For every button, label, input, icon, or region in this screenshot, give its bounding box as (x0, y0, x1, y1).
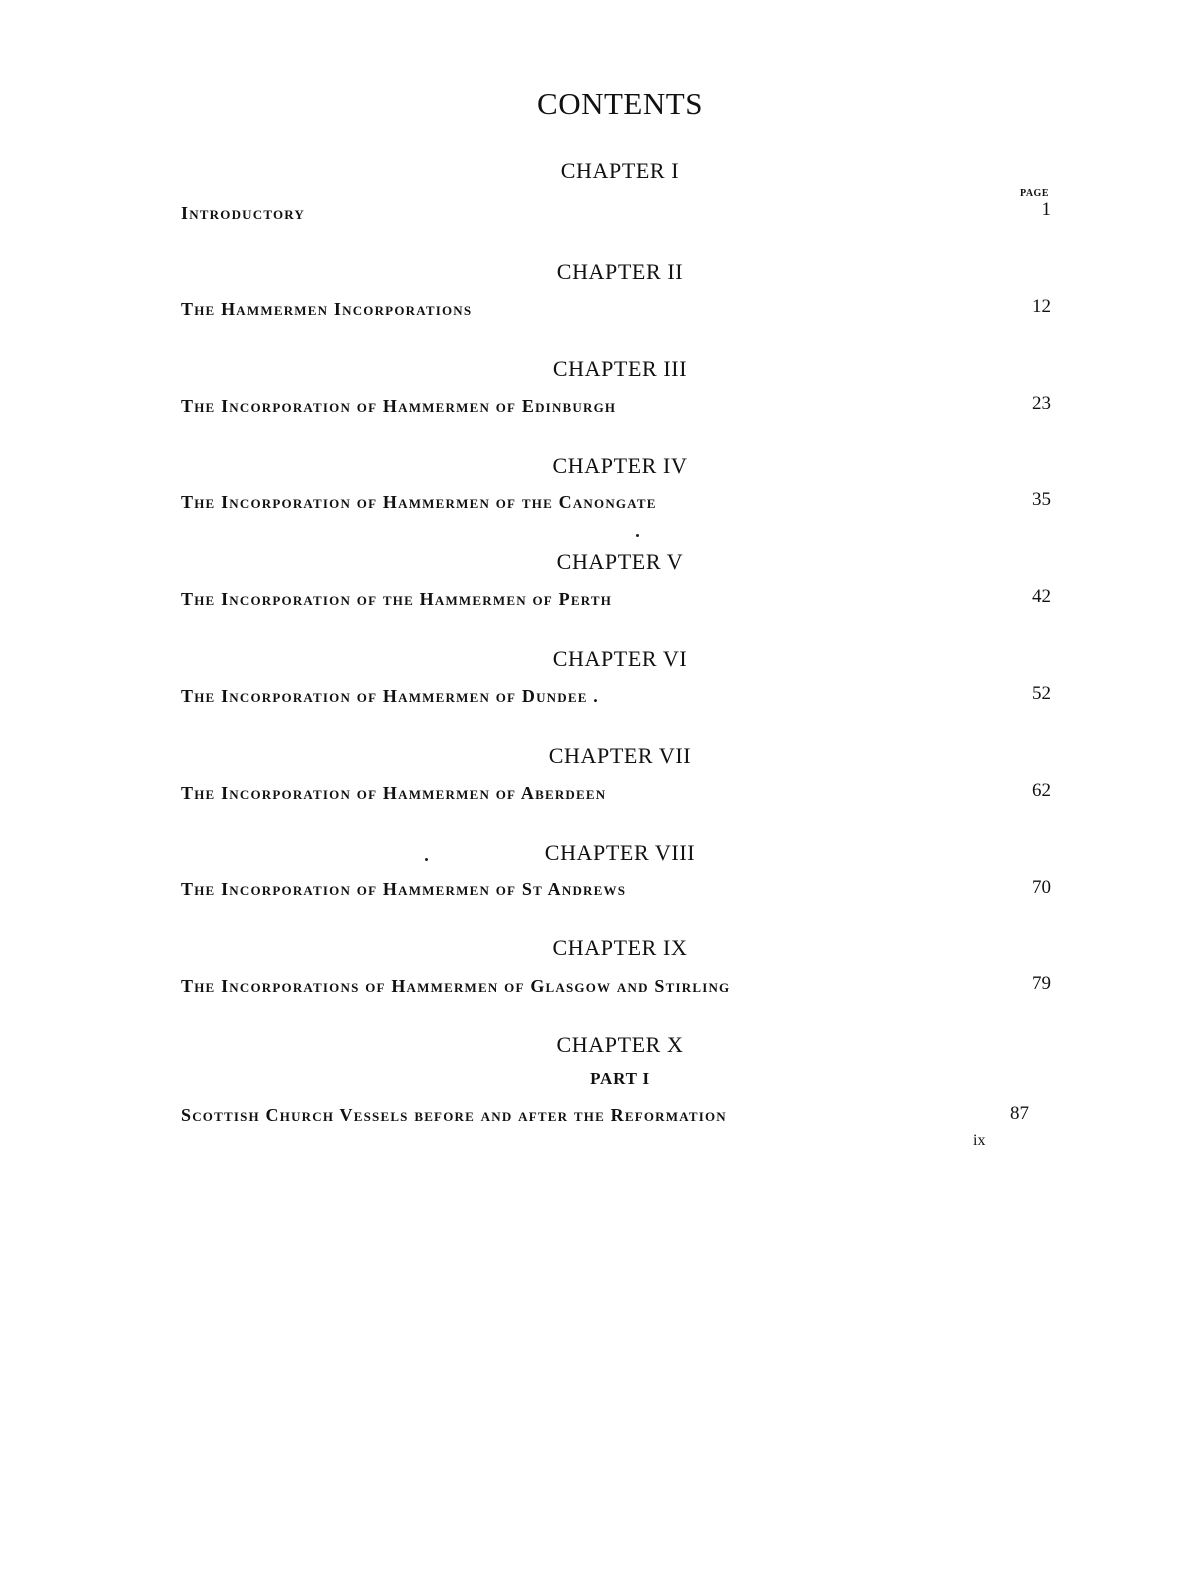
toc-entry-title: The Incorporation of Hammermen of the Canongate (181, 492, 657, 512)
chapter-heading: CHAPTER VIII (544, 840, 696, 865)
toc-entry-title: The Incorporation of Hammermen of Dundee . (181, 686, 599, 706)
toc-entry-title: Introductory (181, 203, 305, 223)
page-column-label: PAGE (1019, 188, 1049, 199)
toc-entry-page: 1 (1041, 199, 1051, 220)
toc-entry-page: 79 (1032, 973, 1051, 994)
toc-entry-page: 52 (1032, 683, 1051, 704)
chapter-heading: CHAPTER VI (552, 646, 688, 671)
part-heading: PART I (590, 1069, 650, 1088)
folio-number: ix (973, 1132, 986, 1149)
chapter-heading: CHAPTER IX (552, 935, 688, 960)
toc-entry-title: Scottish Church Vessels before and after the Reformation (181, 1105, 727, 1125)
toc-entry-page: 12 (1032, 296, 1051, 317)
toc-entry-title: The Incorporations of Hammermen of Glasgow and Stirling (181, 976, 731, 996)
toc-entry-page: 42 (1032, 586, 1051, 607)
chapter-heading: CHAPTER I (560, 158, 680, 183)
toc-entry-title: The Hammermen Incorporations (181, 299, 473, 319)
toc-entry-title: The Incorporation of Hammermen of Edinburgh (181, 396, 617, 416)
toc-entry-title: The Incorporation of Hammermen of St Andrews (181, 879, 627, 899)
page-title: CONTENTS (537, 86, 703, 121)
toc-entry-page: 35 (1032, 489, 1051, 510)
toc-entry-title: The Incorporation of the Hammermen of Perth (181, 589, 613, 609)
chapter-heading: CHAPTER X (556, 1032, 684, 1057)
toc-entry-page: 23 (1032, 393, 1051, 414)
chapter-heading: CHAPTER VII (548, 743, 692, 768)
chapter-heading: CHAPTER V (556, 549, 684, 574)
stray-dot (636, 534, 639, 537)
toc-entry-page: 87 (1010, 1103, 1029, 1124)
toc-entry-title: The Incorporation of Hammermen of Aberdeen (181, 783, 607, 803)
chapter-heading: CHAPTER III (552, 356, 688, 381)
toc-entry-page: 70 (1032, 877, 1051, 898)
chapter-heading: CHAPTER IV (552, 453, 688, 478)
toc-entry-page: 62 (1032, 780, 1051, 801)
chapter-heading: CHAPTER II (556, 259, 684, 284)
